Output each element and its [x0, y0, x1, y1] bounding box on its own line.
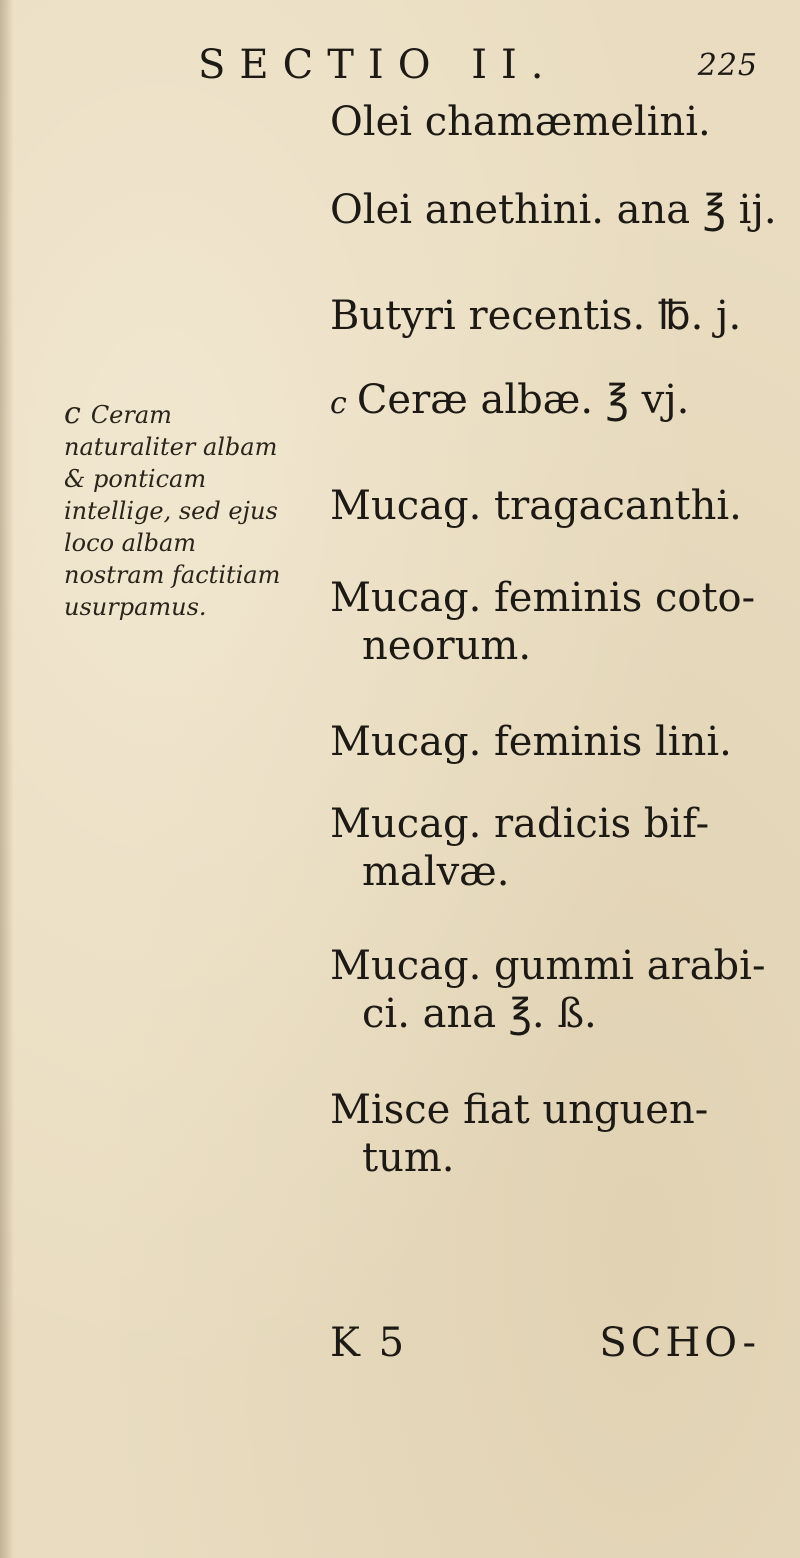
recipe-line-6 — [330, 574, 755, 670]
page-edge-shadow — [0, 0, 14, 1558]
recipe-continuation: neorum. — [362, 623, 532, 669]
recipe-line-7 — [330, 718, 732, 766]
recipe-text: Mucag. tragacanthi. — [330, 483, 742, 529]
recipe-text: Mucag. feminis lini. — [330, 719, 732, 765]
recipe-line-1 — [330, 98, 711, 146]
signature-mark: K 5 — [330, 1320, 408, 1366]
margin-note-text: Ceram naturaliter albam & ponticam intellige, sed ejus loco albam nostram factitiam usurpamus. — [64, 401, 281, 621]
recipe-continuation: tum. — [362, 1135, 455, 1181]
recipe-continuation: ci. ana ℥. ß. — [362, 991, 597, 1037]
catchline — [330, 1320, 760, 1376]
margin-note — [64, 398, 296, 623]
page-number: 225 — [697, 48, 758, 83]
recipe-line-10 — [330, 1086, 708, 1182]
recipe-text: Ceræ albæ. ℥ vj. — [356, 377, 690, 423]
recipe-line-5 — [330, 482, 742, 530]
recipe-text: Olei chamæmelini. — [330, 99, 711, 145]
margin-note-marker: c — [64, 396, 81, 431]
recipe-line-2 — [330, 186, 777, 234]
recipe-text: Misce fiat unguen- — [330, 1087, 709, 1133]
recipe-line-3 — [330, 292, 741, 340]
recipe-continuation: malvæ. — [362, 849, 510, 895]
running-title: SECTIO II. — [198, 42, 558, 88]
recipe-line-9 — [330, 942, 765, 1038]
recipe-text: Mucag. gummi arabi- — [330, 943, 766, 989]
recipe-text: Olei anethini. ana ℥ ij. — [330, 187, 777, 233]
recipe-text: Mucag. feminis coto- — [330, 575, 756, 621]
recipe-text: Butyri recentis. ℔. j. — [330, 293, 742, 339]
running-head — [198, 42, 758, 92]
recipe-text: Mucag. radicis bif- — [330, 801, 710, 847]
catchword: SCHO- — [599, 1320, 760, 1366]
recipe-line-8 — [330, 800, 709, 896]
recipe-marker: c — [330, 386, 347, 421]
recipe-line-4 — [330, 376, 689, 428]
